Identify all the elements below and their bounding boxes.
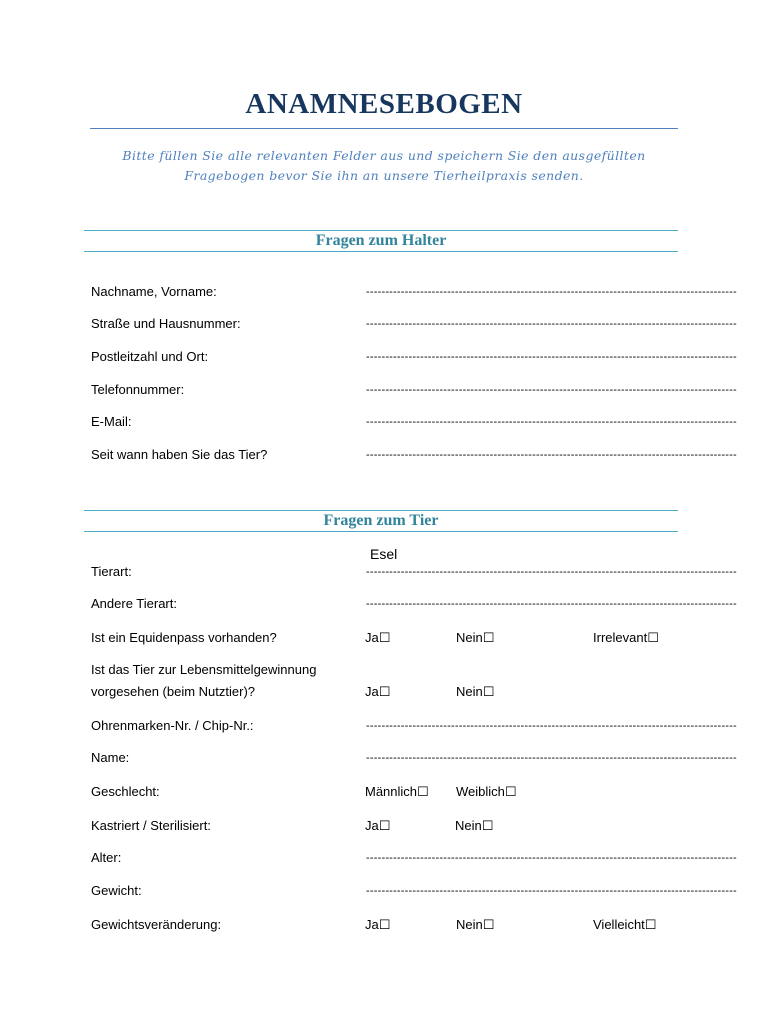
field-label-sex: Geschlecht: (91, 784, 160, 799)
checkbox-icon[interactable]: ☐ (417, 784, 429, 799)
field-input-chip[interactable]: ------------------------------------------------------------------------------------------------ (366, 720, 737, 732)
field-label-weight: Gewicht: (91, 883, 142, 898)
field-input-other-species[interactable]: ------------------------------------------------------------------------------------------------ (366, 598, 737, 610)
option-sex-male[interactable] (365, 781, 429, 803)
field-input-tierart[interactable]: ------------------------------------------------------------------------------------------------ (366, 566, 737, 578)
option-equidenpass-ja[interactable] (365, 627, 390, 649)
option-label: Nein (456, 630, 483, 645)
option-weight-change-vielleicht[interactable] (593, 914, 656, 936)
option-label: Irrelevant (593, 630, 648, 645)
field-label-other-species: Andere Tierart: (91, 596, 177, 611)
option-label: Ja (365, 684, 379, 699)
option-food-ja[interactable] (365, 681, 390, 703)
checkbox-icon[interactable]: ☐ (504, 784, 517, 799)
section-heading-halter-text: Fragen zum Halter (315, 232, 447, 249)
field-label-chip: Ohrenmarken-Nr. / Chip-Nr.: (91, 718, 254, 733)
option-label: Ja (365, 630, 379, 645)
option-label: Ja (365, 818, 379, 833)
option-neutered-ja[interactable] (365, 815, 390, 837)
option-label: Nein (456, 917, 483, 932)
checkbox-icon[interactable]: ☐ (482, 917, 495, 932)
checkbox-icon[interactable]: ☐ (482, 684, 495, 699)
tierart-value[interactable]: Esel (370, 546, 398, 562)
field-label-zip-city: Postleitzahl und Ort: (91, 349, 209, 364)
option-equidenpass-nein[interactable] (456, 627, 494, 649)
section-heading-tier-text: Fragen zum Tier (323, 512, 439, 529)
field-input-zip-city[interactable]: ------------------------------------------------------------------------------------------------ (366, 351, 737, 363)
instructions-line-2: Fragebogen bevor Sie ihn an unsere Tierheilpraxis senden. (184, 168, 584, 183)
field-label-animal-name: Name: (91, 750, 130, 765)
option-weight-change-ja[interactable] (365, 914, 390, 936)
field-label-owner-since: Seit wann haben Sie das Tier? (91, 447, 268, 462)
field-label-email: E-Mail: (91, 414, 132, 429)
option-weight-change-nein[interactable] (456, 914, 494, 936)
option-label: Ja (365, 917, 379, 932)
option-label: Männlich (365, 784, 418, 799)
field-input-email[interactable]: ------------------------------------------------------------------------------------------------ (366, 416, 737, 428)
field-input-street[interactable]: ------------------------------------------------------------------------------------------------ (366, 318, 737, 330)
checkbox-icon[interactable]: ☐ (644, 917, 657, 932)
option-food-nein[interactable] (456, 681, 494, 703)
checkbox-icon[interactable]: ☐ (482, 630, 495, 645)
field-input-animal-name[interactable]: ------------------------------------------------------------------------------------------------ (366, 752, 737, 764)
checkbox-icon[interactable]: ☐ (378, 630, 391, 645)
field-label-neutered: Kastriert / Sterilisiert: (91, 818, 211, 833)
form-instructions (90, 146, 678, 186)
field-input-owner-since[interactable]: ------------------------------------------------------------------------------------------------ (366, 449, 737, 461)
field-label-equidenpass: Ist ein Equidenpass vorhanden? (91, 630, 277, 645)
field-input-age[interactable]: ------------------------------------------------------------------------------------------------ (366, 852, 737, 864)
instructions-line-1: Bitte füllen Sie alle relevanten Felder aus und speichern Sie den ausgefüllten (122, 148, 646, 163)
section-heading-tier (84, 510, 678, 532)
option-label: Nein (455, 818, 482, 833)
field-label-age: Alter: (91, 850, 122, 865)
form-title: ANAMNESEBOGEN (245, 88, 523, 120)
option-sex-female[interactable] (456, 781, 517, 803)
checkbox-icon[interactable]: ☐ (647, 630, 659, 645)
option-label: Nein (456, 684, 483, 699)
option-label: Vielleicht (593, 917, 645, 932)
field-label-food-production-line-1: Ist das Tier zur Lebensmittelgewinnung (91, 662, 317, 677)
option-label: Weiblich (456, 784, 505, 799)
field-label-weight-change: Gewichtsveränderung: (91, 917, 222, 932)
field-label-name: Nachname, Vorname: (91, 284, 217, 299)
section-heading-halter (84, 230, 678, 252)
field-label-food-production-line-2: vorgesehen (beim Nutztier)? (91, 684, 256, 699)
field-input-name[interactable]: ------------------------------------------------------------------------------------------------ (366, 286, 737, 298)
checkbox-icon[interactable]: ☐ (378, 684, 391, 699)
checkbox-icon[interactable]: ☐ (481, 818, 494, 833)
field-input-weight[interactable]: ------------------------------------------------------------------------------------------------ (366, 885, 737, 897)
title-divider (90, 128, 678, 129)
field-label-tierart: Tierart: (91, 564, 132, 579)
option-equidenpass-irrelevant[interactable] (593, 627, 659, 649)
field-label-phone: Telefonnummer: (91, 382, 185, 397)
field-label-street: Straße und Hausnummer: (91, 316, 241, 331)
checkbox-icon[interactable]: ☐ (378, 917, 391, 932)
option-neutered-nein[interactable] (455, 815, 493, 837)
checkbox-icon[interactable]: ☐ (378, 818, 391, 833)
field-input-phone[interactable]: ------------------------------------------------------------------------------------------------ (366, 384, 737, 396)
